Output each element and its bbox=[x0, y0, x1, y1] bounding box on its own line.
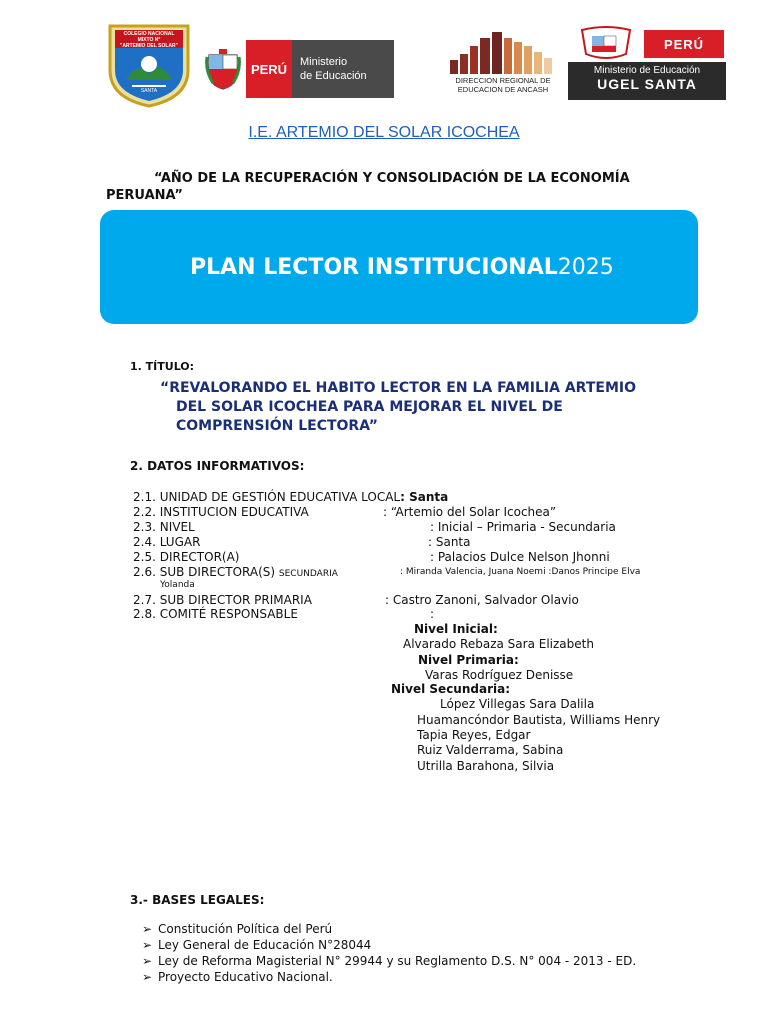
school-logo-line3: "ARTEMIO DEL SOLAR" bbox=[120, 43, 178, 49]
arrow-bullet-icon: ➢ bbox=[142, 970, 153, 984]
info-row-label: 2.3. NIVEL bbox=[133, 520, 195, 534]
info-row-value: : “Artemio del Solar Icochea” bbox=[383, 505, 557, 519]
info-row-value-cont: Yolanda bbox=[160, 580, 195, 590]
info-row-value: : Miranda Valencia, Juana Noemi :Danos Principe Elva bbox=[400, 567, 641, 577]
legal-item: ➢ Constitución Política del Perú bbox=[142, 922, 333, 936]
drea-bars-icon bbox=[440, 30, 566, 76]
arrow-bullet-icon: ➢ bbox=[142, 922, 153, 936]
info-row-value: : Palacios Dulce Nelson Jhonni bbox=[430, 550, 610, 564]
committee-member: Varas Rodríguez Denisse bbox=[425, 668, 574, 682]
committee-member: López Villegas Sara Dalila bbox=[440, 697, 595, 711]
legal-item: ➢ Ley General de Educación N°28044 bbox=[142, 938, 372, 952]
info-row: 2.1. UNIDAD DE GESTIÓN EDUCATIVA LOCAL: Santa bbox=[133, 490, 449, 504]
year-motto-line1: “AÑO DE LA RECUPERACIÓN Y CONSOLIDACIÓN DE LA ECONOMÍA bbox=[154, 171, 630, 186]
committee-member: Ruiz Valderrama, Sabina bbox=[417, 743, 564, 757]
school-logo-line1: COLEGIO NACIONAL bbox=[123, 31, 175, 37]
section1-heading: 1. TÍTULO: bbox=[130, 360, 195, 373]
legal-item: ➢ Ley de Reforma Magisterial N° 29944 y su Reglamento D.S. N° 004 - 2013 - ED. bbox=[142, 954, 637, 968]
ugel-name-label: UGEL SANTA bbox=[597, 76, 697, 92]
year-motto bbox=[106, 170, 686, 204]
ugel-seal-icon bbox=[574, 26, 638, 62]
banner-year: 2025 bbox=[557, 254, 614, 280]
committee-member: Huamancóndor Bautista, Williams Henry bbox=[417, 713, 661, 727]
banner-title-text: PLAN LECTOR INSTITUCIONAL bbox=[190, 254, 558, 280]
banner-title bbox=[190, 255, 614, 280]
year-motto-line2: PERUANA” bbox=[106, 188, 183, 203]
minedu-peru-label: PERÚ bbox=[246, 40, 292, 98]
plan-banner bbox=[100, 210, 698, 324]
info-row-label: 2.7. SUB DIRECTOR PRIMARIA bbox=[133, 593, 312, 607]
section1-title-text: “REVALORANDO EL HABITO LECTOR EN LA FAMILIA ARTEMIO DEL SOLAR ICOCHEA PARA MEJORAR EL NIVEL DE COMPRENSIÓN LECTORA” bbox=[160, 380, 636, 434]
ugel-ministry-label: Ministerio de Educación bbox=[593, 65, 701, 76]
committee-primaria-heading: Nivel Primaria: bbox=[418, 653, 519, 667]
minedu-logo bbox=[200, 40, 394, 98]
info-row-label: 2.5. DIRECTOR(A) bbox=[133, 550, 240, 564]
committee-member: Tapia Reyes, Edgar bbox=[417, 728, 531, 742]
committee-secundaria-heading: Nivel Secundaria: bbox=[391, 682, 511, 696]
committee-member: Alvarado Rebaza Sara Elizabeth bbox=[403, 637, 594, 651]
peru-seal-icon bbox=[200, 40, 246, 98]
info-row-value: : Santa bbox=[428, 535, 471, 549]
info-row-value: : Castro Zanoni, Salvador Olavio bbox=[385, 593, 579, 607]
school-logo-footer: SANTA bbox=[140, 88, 158, 94]
ugel-logo bbox=[568, 26, 726, 100]
info-row-label: 2.4. LUGAR bbox=[133, 535, 201, 549]
section3-heading: 3.- BASES LEGALES: bbox=[130, 893, 265, 907]
arrow-bullet-icon: ➢ bbox=[142, 938, 153, 952]
school-logo bbox=[104, 20, 194, 108]
legal-item: ➢ Proyecto Educativo Nacional. bbox=[142, 970, 333, 984]
info-row-label: 2.8. COMITÉ RESPONSABLE bbox=[133, 607, 298, 621]
arrow-bullet-icon: ➢ bbox=[142, 954, 153, 968]
drea-logo-text: DIRECCION REGIONAL DE EDUCACION DE ANCASH bbox=[455, 76, 551, 94]
school-logo-line2: MIXTO N° bbox=[137, 37, 161, 43]
info-row-value: : Inicial – Primaria - Secundaria bbox=[430, 520, 616, 534]
info-row-value: : bbox=[430, 607, 435, 621]
ugel-bar bbox=[568, 62, 726, 100]
committee-inicial-heading: Nivel Inicial: bbox=[414, 622, 498, 636]
ugel-peru-label: PERÚ bbox=[644, 30, 724, 58]
info-row-label: 2.6. SUB DIRECTORA(S) SECUNDARIA bbox=[133, 565, 338, 579]
committee-member: Utrilla Barahona, Silvia bbox=[417, 759, 555, 773]
drea-logo bbox=[440, 30, 566, 98]
section2-heading: 2. DATOS INFORMATIVOS: bbox=[130, 459, 305, 473]
minedu-ministry-label: Ministerio de Educación bbox=[292, 40, 394, 98]
school-title: I.E. ARTEMIO DEL SOLAR ICOCHEA bbox=[248, 124, 520, 141]
info-row-label: 2.2. INSTITUCION EDUCATIVA bbox=[133, 505, 309, 519]
